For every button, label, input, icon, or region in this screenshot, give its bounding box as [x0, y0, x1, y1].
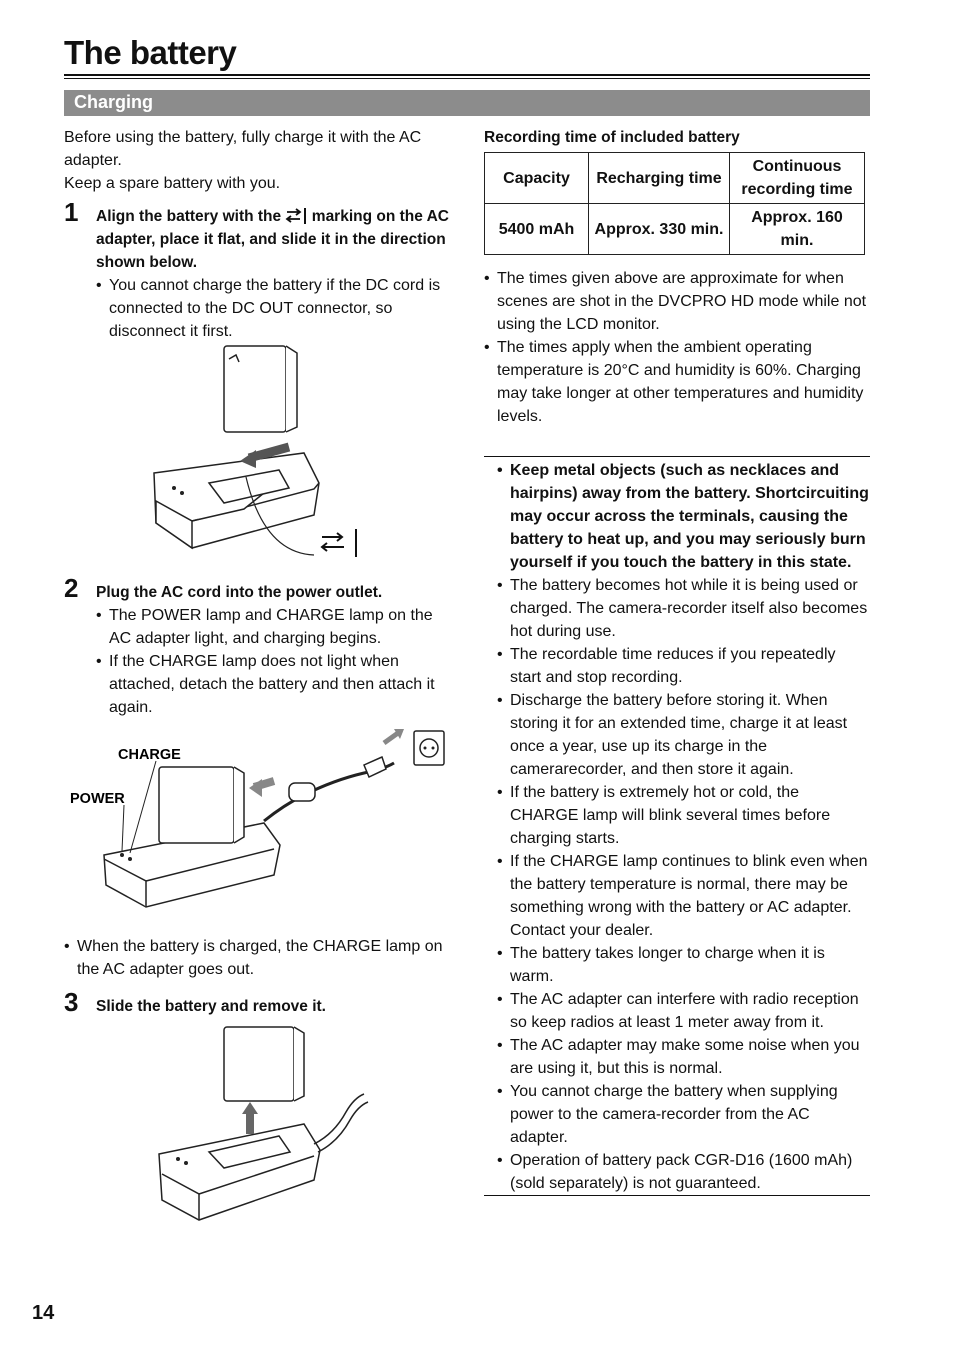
step-title-part: Align the battery with the: [96, 208, 282, 225]
list-item: • Discharge the battery before storing it. When storing it for an extended time, charge it at least once a year, use up its charge in the camerarecorder, and then store it again.: [497, 689, 870, 781]
step-2-after-bullets: [64, 935, 454, 981]
step-2: [64, 573, 454, 719]
title-rule-thin: [64, 78, 870, 79]
list-item: • The times given above are approximate for when scenes are shot in the DVCPRO HD mode while not using the LCD monitor.: [484, 267, 870, 336]
step-2-bullets: [96, 604, 454, 719]
section-heading: Charging: [64, 90, 870, 116]
list-item: • You cannot charge the battery if the DC cord is connected to the DC OUT connector, so disconnect it first.: [96, 274, 454, 343]
page-number: 14: [32, 1302, 55, 1324]
list-item: • The battery becomes hot while it is being used or charged. The camera-recorder itself also becomes hot during use.: [497, 574, 870, 643]
table-header: Continuous recording time: [730, 153, 865, 204]
caution-list: [497, 459, 870, 1195]
table-row: [485, 204, 865, 255]
step-1-bullets: [96, 274, 454, 343]
step-title: [96, 205, 454, 274]
list-item: • When the battery is charged, the CHARGE lamp on the AC adapter goes out.: [64, 935, 454, 981]
caution-box: [484, 456, 870, 1196]
list-item: • The battery takes longer to charge when it is warm.: [497, 942, 870, 988]
list-item: • The recordable time reduces if you repeatedly start and stop recording.: [497, 643, 870, 689]
align-arrows-mark-icon: [285, 207, 307, 224]
list-item: • If the CHARGE lamp does not light when attached, detach the battery and then attach it again.: [96, 650, 454, 719]
table-header: Recharging time: [589, 153, 730, 204]
list-item: • If the CHARGE lamp continues to blink even when the battery temperature is normal, there may be something wrong with the battery or AC adapter. Contact your dealer.: [497, 850, 870, 942]
step-number: 1: [64, 197, 79, 227]
step-number: 3: [64, 987, 79, 1017]
table-cell: Approx. 160 min.: [730, 204, 865, 255]
battery-remove-illustration: [64, 1024, 454, 1234]
left-column: [64, 126, 454, 1234]
table-notes: [484, 267, 870, 428]
right-column: [484, 126, 870, 1196]
plug-in-illustration: [64, 725, 454, 927]
table-header-row: [485, 153, 865, 204]
recording-time-table: [484, 152, 865, 255]
intro-text-2: Keep a spare battery with you.: [64, 175, 281, 192]
intro-text-1: Before using the battery, fully charge it with the AC adapter.: [64, 129, 422, 169]
step-3: [64, 987, 454, 1018]
step-1: [64, 197, 454, 343]
list-item: • The AC adapter can interfere with radio reception so keep radios at least 1 meter away from it.: [497, 988, 870, 1034]
step-title: Plug the AC cord into the power outlet.: [96, 584, 383, 601]
step-number: 2: [64, 573, 79, 603]
table-header: Capacity: [485, 153, 589, 204]
table-cell: 5400 mAh: [485, 204, 589, 255]
step-title: Slide the battery and remove it.: [96, 998, 326, 1015]
title-rule: [64, 74, 870, 76]
list-item: • Operation of battery pack CGR-D16 (1600 mAh) (sold separately) is not guaranteed.: [497, 1149, 870, 1195]
power-label: POWER: [70, 791, 125, 807]
list-item: • The AC adapter may make some noise when you are using it, but this is normal.: [497, 1034, 870, 1080]
list-item: • If the battery is extremely hot or cold, the CHARGE lamp will blink several times before charging starts.: [497, 781, 870, 850]
charge-label: CHARGE: [118, 747, 181, 763]
battery-insert-illustration: [64, 343, 454, 575]
page-title: The battery: [64, 34, 237, 71]
warning-item: • Keep metal objects (such as necklaces and hairpins) away from the battery. Shortcircuiting may occur across the terminals, causing the battery to heat up, and you may seriously burn yourself if you touch the battery in this state.: [497, 459, 870, 574]
step-title-part: marking on the AC adapter, place it flat, and slide it in the direction shown below.: [96, 208, 449, 271]
list-item: • The POWER lamp and CHARGE lamp on the AC adapter light, and charging begins.: [96, 604, 454, 650]
table-title: Recording time of included battery: [484, 129, 740, 146]
list-item: • The times apply when the ambient operating temperature is 20°C and humidity is 60%. Charging may take longer at other temperatures and humidity levels.: [484, 336, 870, 428]
table-cell: Approx. 330 min.: [589, 204, 730, 255]
list-item: • You cannot charge the battery when supplying power to the camera-recorder from the AC adapter.: [497, 1080, 870, 1149]
